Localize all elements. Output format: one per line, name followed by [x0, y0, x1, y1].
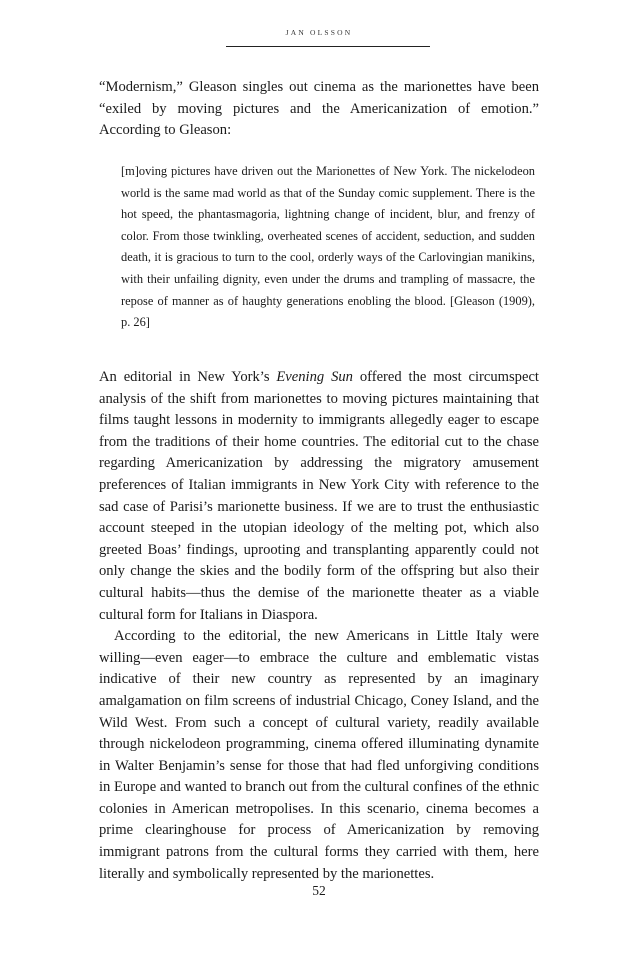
- page-number: 52: [312, 883, 326, 898]
- paragraph-1: “Modernism,” Gleason singles out cinema as the marionettes have been “exiled by moving pictures and the Americanization of emotion.” According to Gleason:: [99, 79, 539, 139]
- running-head: JAN OLSSON: [285, 28, 353, 37]
- paragraph-2-rest: offered the most circumspect analysis of the shift from marionettes to moving pictures maintaining that films taught lessons in modernity to immigrants allegedly eager to escape from the traditions of their home countries. The editorial cut to the chase regarding Americanization by addressing the migratory amusement preferences of Italian immigrants in New York City with reference to the sad case of Parisi’s marionette business. If we are to trust the enthusiastic account steeped in the utopian ideology of the melting pot, which also greeted Boas’ findings, uprooting and transplanting apparently could not only change the skies and the bodily form of the offspring but also their cultural habits—thus the demise of the marionette theater as a viable cultural form for Italians in Diaspora.: [99, 369, 539, 623]
- paragraph-3: According to the editorial, the new Americans in Little Italy were willing—even eager—to embrace the culture and emblematic vistas indicative of their new country as represented by an imaginary amalgamation on film screens of industrial Chicago, Coney Island, and the Wild West. From such a concept of cultural variety, readily available through nickelodeon programming, cinema offered illuminating dynamite in Walter Benjamin’s sense for those that had fled unforgiving conditions in Europe and wanted to branch out from the cultural confines of the ethnic colonies in American metropolises. In this scenario, cinema becomes a prime clearinghouse for process of Americanization by removing immigrant patrons from the cultural forms they carried with them, here literally and symbolically represented by the marionettes.: [99, 628, 539, 882]
- header-rule: [226, 46, 430, 47]
- newspaper-title: Evening Sun: [276, 369, 353, 385]
- paragraph-2: [99, 367, 539, 626]
- paragraph-intro: [99, 77, 539, 142]
- paragraph-2-lead: An editorial in New York’s: [99, 369, 277, 385]
- block-quote: [121, 161, 535, 334]
- block-quote-text: [m]oving pictures have driven out the Marionettes of New York. The nickelodeon world is the same mad world as that of the Sunday comic supplement. There is the hot speed, the phantasmagoria, lightning change of incident, blur, and frenzy of color. From those twinkling, overheated scenes of accident, seduction, and sudden death, it is gracious to turn to the cool, orderly ways of the Carlovingian manikins, with their unfailing dignity, even under the drums and trampling of massacre, the repose of manner as of haughty generations enobling the blood. [Gleason (1909), p. 26]: [121, 164, 535, 330]
- paragraph-body: [99, 367, 539, 885]
